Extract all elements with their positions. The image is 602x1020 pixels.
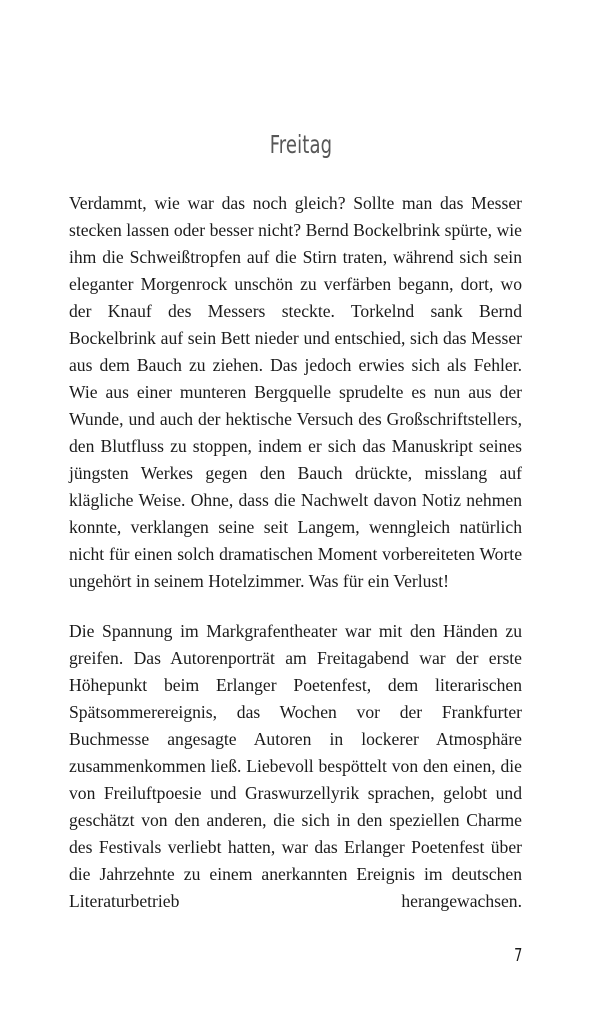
paragraph: Die Spannung im Markgrafentheater war mit den Händen zu greifen. Das Autorenporträt am Freitagabend war der erste Höhepunkt beim Erlanger Poetenfest, dem literarischen Spätsommerereignis, das Wochen vor der Frankfurter Buchmesse angesagte Autoren in lockerer Atmosphäre zusammenkommen ließ. Liebevoll bespöttelt von den einen, die von Freiluftpoesie und Graswurzellyrik sprachen, gelobt und geschätzt von den anderen, die sich in den speziellen Charme des Festivals verliebt hatten, war das Erlanger Poetenfest über die Jahrzehnte zu einem anerkannten Ereignis im deutschen Literaturbetrieb herangewachsen. <box>69 621 522 911</box>
chapter-title: Freitag <box>269 130 333 159</box>
paragraph: Verdammt, wie war das noch gleich? Sollte man das Messer stecken lassen oder besser nicht? Bernd Bockelbrink spürte, wie ihm die Schweißtropfen auf die Stirn traten, während sich sein eleganter Morgenrock unschön zu verfärben begann, dort, wo der Knauf des Messers steckte. Torkelnd sank Bernd Bockelbrink auf sein Bett nieder und entschied, sich das Messer aus dem Bauch zu ziehen. Das jedoch erwies sich als Fehler. Wie aus einer munteren Bergquelle sprudelte es nun aus der Wunde, und auch der hektische Versuch des Großschriftstellers, den Blutfluss zu stoppen, indem er sich das Manuskript seines jüngsten Werkes gegen den Bauch drückte, misslang auf klägliche Weise. Ohne, dass die Nachwelt davon Notiz nehmen konnte, verklangen seine seit Langem, wenngleich natürlich nicht für einen solch dramatischen Moment vorbereiteten Worte ungehört in seinem Hotelzimmer. Was für ein Verlust! <box>69 193 522 591</box>
page-number <box>69 945 522 967</box>
body-text <box>69 190 522 915</box>
page-number-value: 7 <box>513 945 522 966</box>
